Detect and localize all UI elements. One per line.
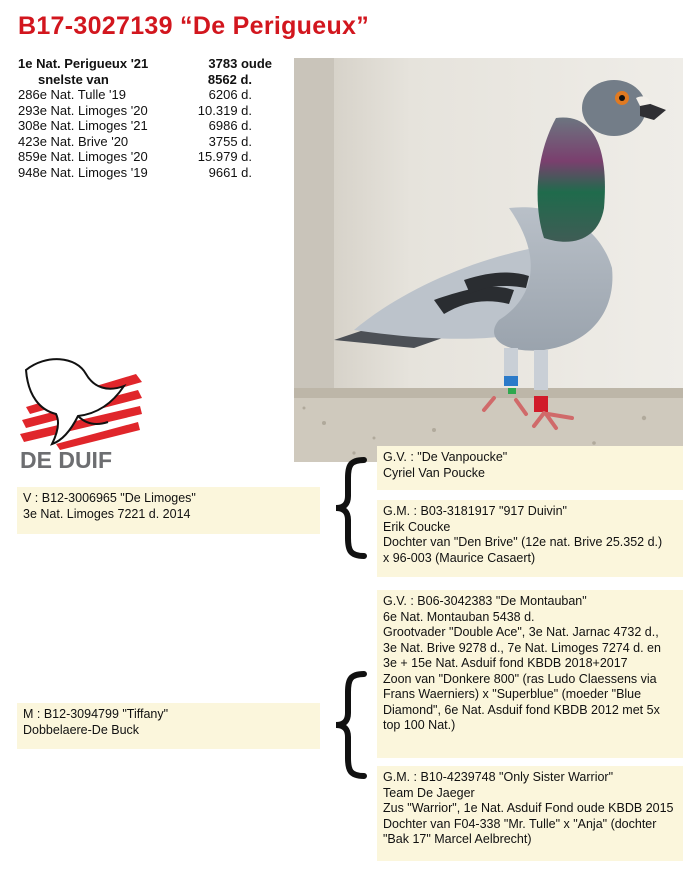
pedigree-line: Team De Jaeger bbox=[383, 785, 475, 800]
pedigree-line: Diamond", 6e Nat. Asduif fond KBDB 2012 met 5x bbox=[383, 702, 660, 717]
result-row bbox=[18, 118, 278, 134]
result-value: 3783 oude bbox=[208, 56, 272, 71]
pedigree-line: Dobbelaere-De Buck bbox=[23, 722, 140, 737]
de-duif-logo bbox=[16, 352, 146, 474]
result-row bbox=[18, 87, 278, 103]
result-row bbox=[18, 103, 278, 119]
result-place: 286e Nat. Tulle '19 bbox=[18, 87, 126, 102]
pedigree-line: x 96-003 (Maurice Casaert) bbox=[383, 550, 536, 565]
result-place: 1e Nat. Perigueux '21 bbox=[18, 56, 149, 71]
pedigree-line: 6e Nat. Montauban 5438 d. bbox=[383, 609, 535, 624]
result-row bbox=[18, 149, 278, 165]
pedigree-father-father bbox=[377, 446, 683, 490]
result-row bbox=[18, 56, 278, 72]
result-value: 10.319 d. bbox=[197, 102, 252, 118]
result-place: snelste van bbox=[38, 71, 109, 87]
pedigree-line: Dochter van "Den Brive" (12e nat. Brive 25.352 d.) bbox=[383, 535, 663, 549]
mother-brace bbox=[330, 670, 370, 780]
pedigree-line: 3e Nat. Limoges 7221 d. 2014 bbox=[23, 506, 191, 521]
result-value: 3755 d. bbox=[208, 133, 252, 149]
result-place: 423e Nat. Brive '20 bbox=[18, 133, 129, 149]
pedigree-line: G.V. : B06-3042383 "De Montauban" bbox=[383, 594, 587, 608]
result-value: 15.979 d. bbox=[197, 149, 252, 164]
pedigree-father-mother bbox=[377, 500, 683, 577]
pedigree-mother-mother bbox=[377, 766, 683, 861]
page-title: B17-3027139 “De Perigueux” bbox=[18, 12, 370, 40]
pedigree-line: Zoon van "Donkere 800" (ras Ludo Claessens via bbox=[383, 671, 657, 686]
pedigree-line: "Bak 17" Marcel Aelbrecht) bbox=[383, 832, 532, 846]
father-brace bbox=[330, 456, 370, 560]
result-place: 859e Nat. Limoges '20 bbox=[18, 149, 148, 164]
pedigree-line: top 100 Nat.) bbox=[383, 718, 456, 732]
result-row bbox=[18, 72, 278, 88]
pedigree-line: G.M. : B03-3181917 "917 Duivin" bbox=[383, 504, 567, 518]
pedigree-line: Erik Coucke bbox=[383, 519, 451, 534]
pedigree-line: 3e + 15e Nat. Asduif fond KBDB 2018+2017 bbox=[383, 656, 628, 670]
result-value: 6986 d. bbox=[208, 118, 252, 133]
result-value: 9661 d. bbox=[208, 164, 252, 180]
result-row bbox=[18, 134, 278, 150]
result-place: 308e Nat. Limoges '21 bbox=[18, 118, 148, 133]
logo-text: DE DUIF bbox=[20, 447, 112, 473]
pedigree-line: Grootvader "Double Ace", 3e Nat. Jarnac 4732 d., bbox=[383, 625, 659, 639]
pedigree-line: Dochter van F04-338 "Mr. Tulle" x "Anja" (dochter bbox=[383, 816, 657, 831]
pedigree-line: G.V. : "De Vanpoucke" bbox=[383, 450, 508, 464]
pedigree-line: Frans Waerniers) x "Superblue" (moeder "Blue bbox=[383, 687, 642, 701]
pedigree-mother bbox=[17, 703, 320, 749]
pedigree-line: G.M. : B10-4239748 "Only Sister Warrior" bbox=[383, 770, 614, 784]
pedigree-line: Cyriel Van Poucke bbox=[383, 465, 485, 480]
result-row bbox=[18, 165, 278, 181]
pedigree-line: V : B12-3006965 "De Limoges" bbox=[23, 491, 196, 505]
result-place: 948e Nat. Limoges '19 bbox=[18, 164, 148, 180]
results-list bbox=[18, 56, 278, 180]
pedigree-father bbox=[17, 487, 320, 534]
pedigree-line: 3e Nat. Brive 9278 d., 7e Nat. Limoges 7274 d. en bbox=[383, 640, 661, 655]
pedigree-line: Zus "Warrior", 1e Nat. Asduif Fond oude KBDB 2015 bbox=[383, 801, 674, 815]
pedigree-mother-father bbox=[377, 590, 683, 758]
result-value: 8562 d. bbox=[207, 71, 252, 87]
pigeon-photo bbox=[294, 58, 683, 462]
pedigree-line: M : B12-3094799 "Tiffany" bbox=[23, 707, 169, 721]
result-place: 293e Nat. Limoges '20 bbox=[18, 102, 148, 118]
result-value: 6206 d. bbox=[208, 87, 252, 102]
